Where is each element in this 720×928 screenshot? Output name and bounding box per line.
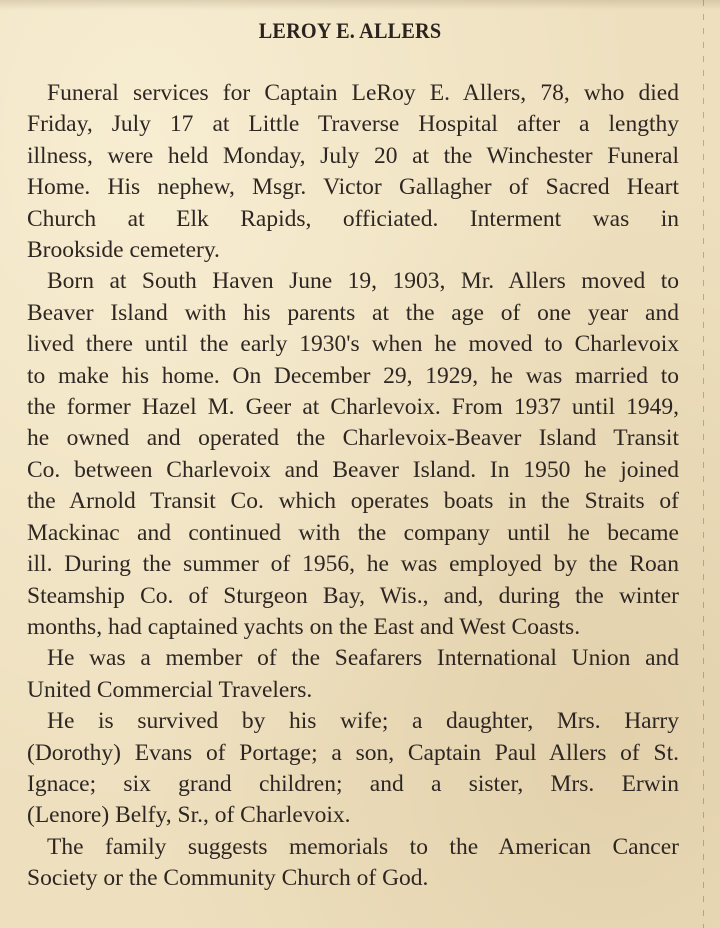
paragraph-line: Funeral services for Captain LeRoy E. Allers, 78, who died <box>47 80 679 106</box>
paragraph-line: (Dorothy) Evans of Portage; a son, Captain Paul Allers of St. <box>27 739 679 766</box>
paragraph-line: (Lenore) Belfy, Sr., of Charlevoix. <box>27 802 351 829</box>
paragraph-line: Friday, July 17 at Little Traverse Hospital after a lengthy <box>27 111 679 138</box>
paragraph-line: Born at South Haven June 19, 1903, Mr. Allers moved to <box>47 268 679 295</box>
obituary-body <box>27 78 679 895</box>
clipping-right-edge <box>703 0 704 928</box>
paragraph-line: lived there until the early 1930's when he moved to Charlevoix <box>27 331 679 358</box>
obituary-headline: LEROY E. ALLERS <box>258 18 442 43</box>
paragraph-line: Steamship Co. of Sturgeon Bay, Wis., and, during the winter <box>27 582 679 609</box>
clipping-top-edge <box>0 0 720 10</box>
paragraph-line: Brookside cemetery. <box>27 237 220 264</box>
paragraph-line: Co. between Charlevoix and Beaver Island. In 1950 he joined <box>27 456 679 483</box>
paragraph-line: United Commercial Travelers. <box>27 676 313 703</box>
paragraph-line: Church at Elk Rapids, officiated. Interment was in <box>27 205 679 232</box>
paragraph-line: Beaver Island with his parents at the age of one year and <box>27 299 679 326</box>
paragraph-line: ill. During the summer of 1956, he was employed by the Roan <box>27 551 679 578</box>
obituary-paragraph <box>27 266 679 643</box>
paragraph-line: He was a member of the Seafarers International Union and <box>47 645 679 672</box>
paragraph-line: he owned and operated the Charlevoix-Beaver Island Transit <box>27 425 679 452</box>
obituary-paragraph <box>27 832 679 895</box>
paragraph-line: Ignace; six grand children; and a sister, Mrs. Erwin <box>27 770 679 797</box>
paragraph-line: the Arnold Transit Co. which operates boats in the Straits of <box>27 488 679 515</box>
paragraph-line: illness, were held Monday, July 20 at the Winchester Funeral <box>27 142 679 169</box>
paragraph-line: Mackinac and continued with the company until he became <box>27 519 679 546</box>
obituary-paragraph <box>27 643 679 706</box>
paragraph-line: He is survived by his wife; a daughter, Mrs. Harry <box>47 708 679 735</box>
paragraph-line: the former Hazel M. Geer at Charlevoix. From 1937 until 1949, <box>27 394 679 421</box>
paragraph-line: months, had captained yachts on the East and West Coasts. <box>27 613 581 640</box>
obituary-paragraph <box>27 706 679 832</box>
paragraph-line: Home. His nephew, Msgr. Victor Gallagher of Sacred Heart <box>27 174 679 201</box>
obituary-paragraph <box>27 78 679 266</box>
paragraph-line: to make his home. On December 29, 1929, he was married to <box>27 362 679 389</box>
paragraph-line: Society or the Community Church of God. <box>27 865 429 892</box>
paragraph-line: The family suggests memorials to the American Cancer <box>47 833 679 860</box>
